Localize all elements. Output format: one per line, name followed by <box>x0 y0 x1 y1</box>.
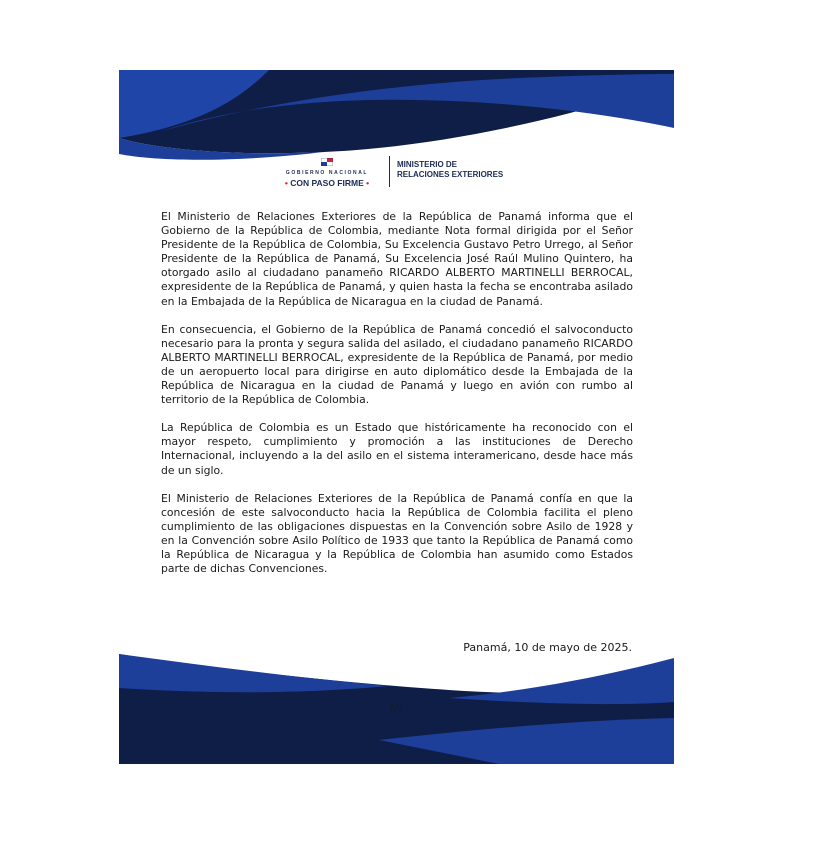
ministry-line-1: MINISTERIO DE <box>397 160 458 169</box>
slogan-bullet-right: • <box>366 178 370 188</box>
paragraph-4: El Ministerio de Relaciones Exteriores de la República de Panamá confía en que la concesión de este salvoconducto hacia la República de Colombia facilita el pleno cumplimiento de las obligaciones dispuestas en la Convención sobre Asilo de 1928 y en la Convención sobre Asilo Político de 1933 que tanto la República de Panamá como la República de Nicaragua y la República de Colombia han asumido como Estados parte de dichas Convenciones. <box>161 491 633 576</box>
logo-slogan <box>269 178 385 188</box>
ministry-line-2: RELACIONES EXTERIORES <box>397 170 504 179</box>
slogan-bullet-left: • <box>284 178 288 188</box>
ministry-logo <box>119 150 674 190</box>
dateline: Panamá, 10 de mayo de 2025. <box>463 641 632 654</box>
logo-divider <box>389 156 390 187</box>
communique-body <box>161 210 633 590</box>
logo-government-text: GOBIERNO NACIONAL <box>285 170 369 176</box>
paragraph-1: El Ministerio de Relaciones Exteriores de la República de Panamá informa que el Gobierno de la República de Colombia, mediante Nota formal dirigida por el Señor Presidente de la República de Colombia, Su Excelencia Gustavo Petro Urrego, al Señor Presidente de la República de Panamá, Su Excelencia José Raúl Mulino Quintero, ha otorgado asilo al ciudadano panameño RICARDO ALBERTO MARTINELLI BERROCAL, expresidente de la República de Panamá, y quien hasta la fecha se encontraba asilado en la Embajada de la República de Nicaragua en la ciudad de Panamá. <box>161 210 633 308</box>
paragraph-2: En consecuencia, el Gobierno de la República de Panamá concedió el salvoconducto necesario para la pronta y segura salida del asilado, el ciudadano panameño RICARDO ALBERTO MARTINELLI BERROCAL, expresidente de la República de Panamá, por medio de un aeropuerto local para dirigirse en auto diplomático desde la Embajada de la República de Nicaragua en la ciudad de Panamá y luego en avión con rumbo al territorio de la República de Colombia. <box>161 322 633 407</box>
ministry-name <box>397 160 537 180</box>
document-page <box>119 70 674 764</box>
top-decorative-band <box>119 70 674 220</box>
logo-slogan-text: CON PASO FIRME <box>290 178 364 188</box>
paragraph-3: La República de Colombia es un Estado que históricamente ha reconocido con el mayor respeto, cumplimiento y promoción a las instituciones de Derecho Internacional, incluyendo a la del asilo en el sistema interamericano, desde hace más de un siglo. <box>161 421 633 477</box>
panama-flag-icon <box>321 158 333 166</box>
page-number: 1/1 <box>388 702 405 713</box>
